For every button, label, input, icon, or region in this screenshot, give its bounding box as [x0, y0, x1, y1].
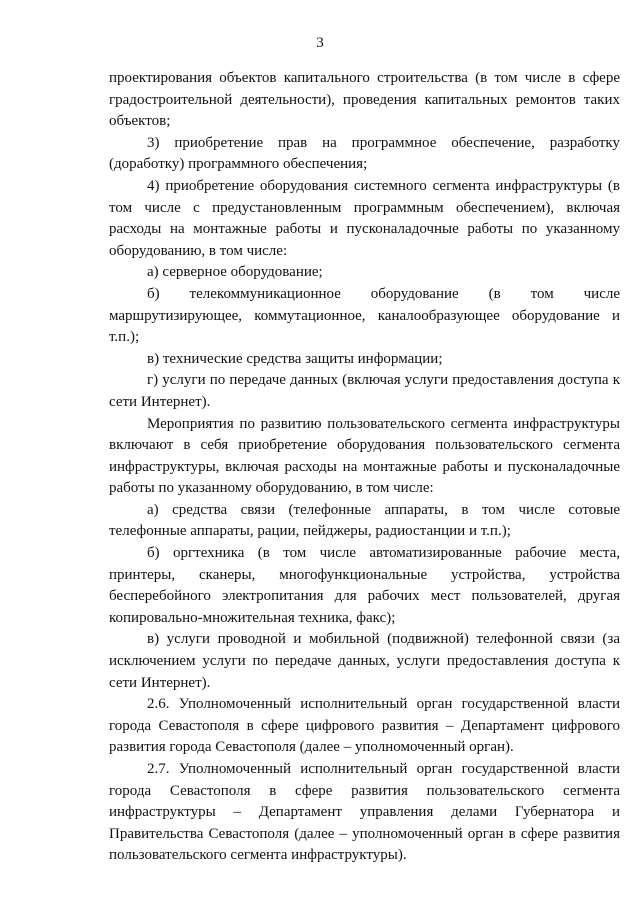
paragraph: Мероприятия по развитию пользовательского сегмента инфраструктуры включают в себя приобретение оборудования пользовательского сегмента инфраструктуры, включая расходы на монтажные работы и пусконаладочные работы по указанному оборудованию, в том числе: — [109, 415, 620, 497]
list-item: а) серверное оборудование; — [147, 264, 323, 281]
list-item: в) технические средства защиты информации; — [147, 350, 443, 367]
list-item: а) средства связи (телефонные аппараты, в том числе сотовые телефонные аппараты, рации, пейджеры, радиостанции и т.п.); — [109, 501, 620, 540]
paragraph: 4) приобретение оборудования системного сегмента инфраструктуры (в том числе с предустановленным программным обеспечением), включая расходы на монтажные работы и пусконаладочные работы по указанному оборудованию, в том числе: — [109, 177, 620, 259]
list-item: б) оргтехника (в том числе автоматизированные рабочие места, принтеры, сканеры, многофункциональные устройства, устройства бесперебойного электропитания для рабочих мест пользователей, другая копировально-множительная техника, факс); — [109, 545, 620, 626]
section-2-6: 2.6. Уполномоченный исполнительный орган государственной власти города Севастополя в сфере цифрового развития – Департамент цифрового развития города Севастополя (далее – уполномоченный орган). — [109, 696, 620, 756]
paragraph: 3) приобретение прав на программное обеспечение, разработку (доработку) программного обеспечения; — [109, 134, 620, 173]
list-item: б) телекоммуникационное оборудование (в том числе маршрутизирующее, коммутационное, каналообразующее оборудование и т.п.); — [109, 285, 620, 346]
list-item: в) услуги проводной и мобильной (подвижной) телефонной связи (за исключением услуги по передаче данных, услуги предоставления доступа к сети Интернет). — [109, 631, 620, 691]
section-2-7: 2.7. Уполномоченный исполнительный орган государственной власти города Севастополя в сфере развития пользовательского сегмента инфраструктуры – Департамент управления делами Губернатора и Правительства Севастополя (далее – уполномоченный орган в сфере развития пользовательского сегмента инфраструктуры). — [109, 761, 620, 864]
list-item: г) услуги по передаче данных (включая услуги предоставления доступа к сети Интернет). — [109, 372, 620, 410]
document-body — [109, 68, 620, 867]
page-number: 3 — [316, 35, 324, 51]
paragraph: проектирования объектов капитального строительства (в том числе в сфере градостроительной деятельности), проведения капитальных ремонтов таких объектов; — [109, 70, 620, 130]
